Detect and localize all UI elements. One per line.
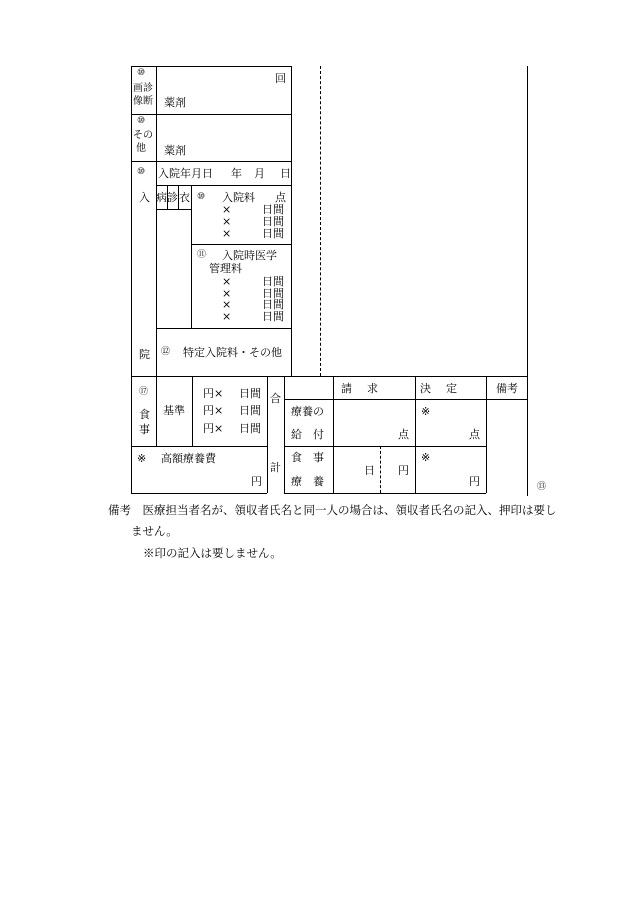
claim-right-line [415,376,416,493]
totals-mid-line [284,446,486,447]
totals-side-line [284,376,285,493]
other-number: ⑩ [137,116,146,126]
totals-header-line [284,399,527,400]
meal-number: ⑰ [139,387,149,397]
totals-side-bottom: 計 [270,461,281,474]
fee-row-3-x: × [222,227,232,240]
decision-header: 決 定 [420,382,459,395]
meal-label-line1: 食 [139,408,150,421]
special-top-line [156,328,291,329]
meal-label-line2: 事 [139,423,150,436]
circle-number: ⑬ [537,482,547,492]
other-drug-label: 薬剤 [164,144,186,157]
admission-month: 月 [254,167,265,180]
admission-fee-label: 入院料 [222,191,255,204]
admission-date-label: 入院年月日 [158,167,213,180]
column-header-line [156,209,191,210]
mgmt-row-3-x: × [222,298,232,311]
special-number: ⑫ [161,347,171,357]
care-label-line2: 給 付 [291,428,324,441]
meal-row-1-unit: 日間 [239,387,261,400]
other-title-line2: 他 [136,143,146,154]
lower-bottom-line-right [284,493,486,494]
upper-right-border [291,66,292,376]
page-right-border [527,66,528,496]
fee-row-1-x: × [222,203,232,216]
column-byo: 病 [156,191,167,204]
meal-row-2-yen: 円× [203,404,224,417]
remarks-header: 備考 [496,382,518,395]
fee-row-2-x: × [222,215,232,228]
fee-left-line [191,185,192,328]
lower-top-line [131,376,527,377]
fee-row-2-unit: 日間 [262,215,284,228]
note-line-1: 備考 医療担当者名が、領収者氏名と同一人の場合は、領収者氏名の記入、押印は要し [108,503,557,517]
mgmt-row-4-x: × [222,310,232,323]
care-label-line1: 療養の [291,405,324,418]
column-i: 衣 [179,191,190,204]
meal-care-line2: 療 養 [291,475,324,488]
mgmt-number: ⑪ [197,250,207,260]
imaging-title-line2: 像断 [133,96,153,107]
admission-number: ⑩ [137,167,146,177]
note-line-3: ※印の記入は要しません。 [143,546,282,560]
admission-fee-number: ⑩ [197,192,206,202]
fee-row-1-unit: 日間 [262,203,284,216]
mgmt-row-3-unit: 日間 [262,298,284,311]
meal-rows-right-line [267,376,268,493]
imaging-title-line1: 画診 [133,83,153,94]
high-cost-unit: 円 [251,475,262,488]
admission-date-line [156,185,291,186]
mgmt-label-line1: 入院時医学 [222,249,277,262]
meal-row-3-unit: 日間 [239,422,261,435]
meal-row-3-yen: 円× [203,422,224,435]
meal-basis: 基準 [163,404,185,417]
decision-point-unit: 点 [469,428,480,441]
high-cost-label: 高額療養費 [161,452,216,465]
special-label: 特定入院料・その他 [183,346,282,359]
center-dashed-divider [320,66,321,376]
other-title-line1: その [133,130,153,141]
high-cost-mark: ※ [137,452,147,465]
imaging-top-line [131,66,291,67]
admission-side-top: 入 [139,191,150,204]
meal-row-1-yen: 円× [203,387,224,400]
mgmt-row-4-unit: 日間 [262,310,284,323]
day-unit: 日 [364,464,375,477]
day-yen-dashed-line [380,446,381,493]
admission-day: 日 [280,167,291,180]
totals-side-top: 合 [270,392,281,405]
mgmt-row-2-x: × [222,287,232,300]
mgmt-label-line2: 管理料 [209,262,242,275]
basis-line [192,376,193,446]
fee-row-3-unit: 日間 [262,227,284,240]
mgmt-row-1-unit: 日間 [262,275,284,288]
note-line-2: ません。 [131,524,178,538]
claim-point-unit: 点 [398,428,409,441]
imaging-times-unit: 回 [275,72,286,85]
admission-year: 年 [231,167,242,180]
decision-yen-unit: 円 [469,475,480,488]
care-label-line [333,376,334,493]
meal-bottom-line [131,446,267,447]
admission-side-bottom: 院 [139,348,150,361]
imaging-bottom-line [131,114,291,115]
mgmt-row-1-x: × [222,275,232,288]
claim-header: 請 求 [341,382,380,395]
upper-left-border [131,66,132,376]
meal-row-2-unit: 日間 [239,404,261,417]
meal-side-line [156,376,157,446]
other-bottom-line [131,161,291,162]
imaging-number: ⑩ [137,68,146,78]
mgmt-top-line [191,244,291,245]
admission-fee-unit: 点 [275,191,286,204]
meal-care-line1: 食 事 [291,451,324,464]
decision-mark: ※ [421,405,431,418]
lower-bottom-line [131,493,267,494]
lower-left-border [131,376,132,493]
column-shin: 診 [167,191,178,204]
decision-mark-2: ※ [421,451,431,464]
claim-yen-unit: 円 [398,464,409,477]
decision-right-line [486,376,487,493]
imaging-drug-label: 薬剤 [164,96,186,109]
mgmt-row-2-unit: 日間 [262,287,284,300]
